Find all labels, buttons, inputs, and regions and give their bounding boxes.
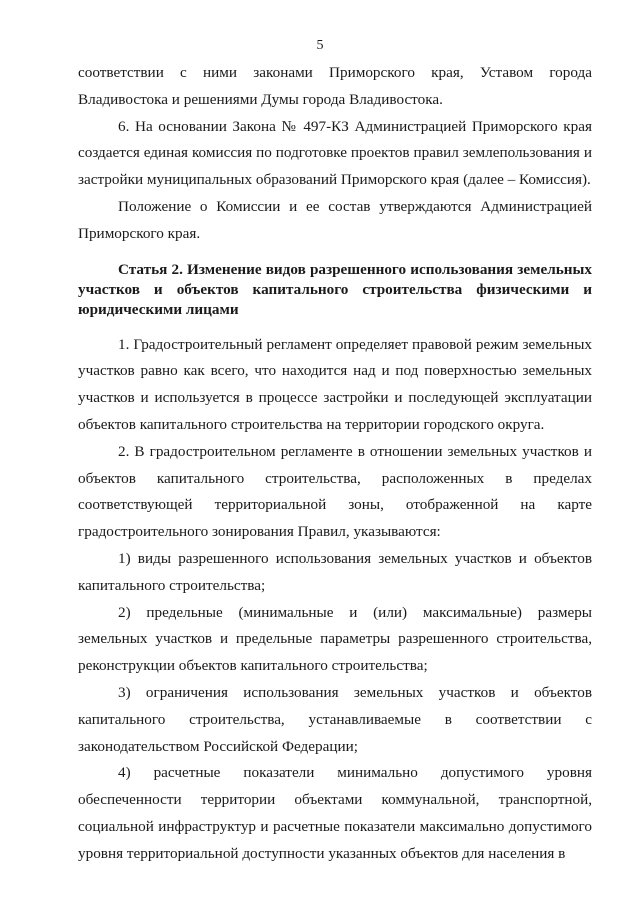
- paragraph: соответствии с ними законами Приморского края, Уставом города Владивостока и решениями Думы города Владивостока.: [78, 64, 592, 108]
- list-item: 4) расчетные показатели минимально допустимого уровня обеспеченности территории объектами коммунальной, транспортной, социальной инфраструктур и расчетные показатели максимально допустимого уровня территориальной доступности указанных объектов для населения в: [78, 764, 592, 862]
- paragraph: 6. На основании Закона № 497-КЗ Администрацией Приморского края создается единая комиссия по подготовке проектов правил землепользования и застройки муниципальных образований Приморского края (далее – Комиссия).: [78, 117, 592, 189]
- article-heading: Статья 2. Изменение видов разрешенного использования земельных участков и объектов капитального строительства физическими и юридическими лицами: [78, 260, 592, 318]
- page-number: 5: [316, 38, 324, 53]
- document-body: [78, 60, 592, 868]
- paragraph: 2. В градостроительном регламенте в отношении земельных участков и объектов капитального строительства, расположенных в пределах соответствующей территориальной зоны, отображенной на карте градостроительного зонирования Правил, указываются:: [78, 442, 592, 541]
- list-item: 3) ограничения использования земельных участков и объектов капитального строительства, устанавливаемые в соответствии с законодательством Российской Федерации;: [78, 683, 592, 755]
- paragraph: 1. Градостроительный регламент определяет правовой режим земельных участков равно как всего, что находится над и под поверхностью земельных участков и используется в процессе застройки и последующей эксплуатации объектов капитального строительства на территории городского округа.: [78, 335, 592, 433]
- list-item: 1) виды разрешенного использования земельных участков и объектов капитального строительства;: [78, 549, 592, 594]
- list-item: 2) предельные (минимальные и (или) максимальные) размеры земельных участков и предельные параметры разрешенного строительства, реконструкции объектов капитального строительства;: [78, 603, 592, 675]
- paragraph: Положение о Комиссии и ее состав утверждаются Администрацией Приморского края.: [78, 197, 592, 242]
